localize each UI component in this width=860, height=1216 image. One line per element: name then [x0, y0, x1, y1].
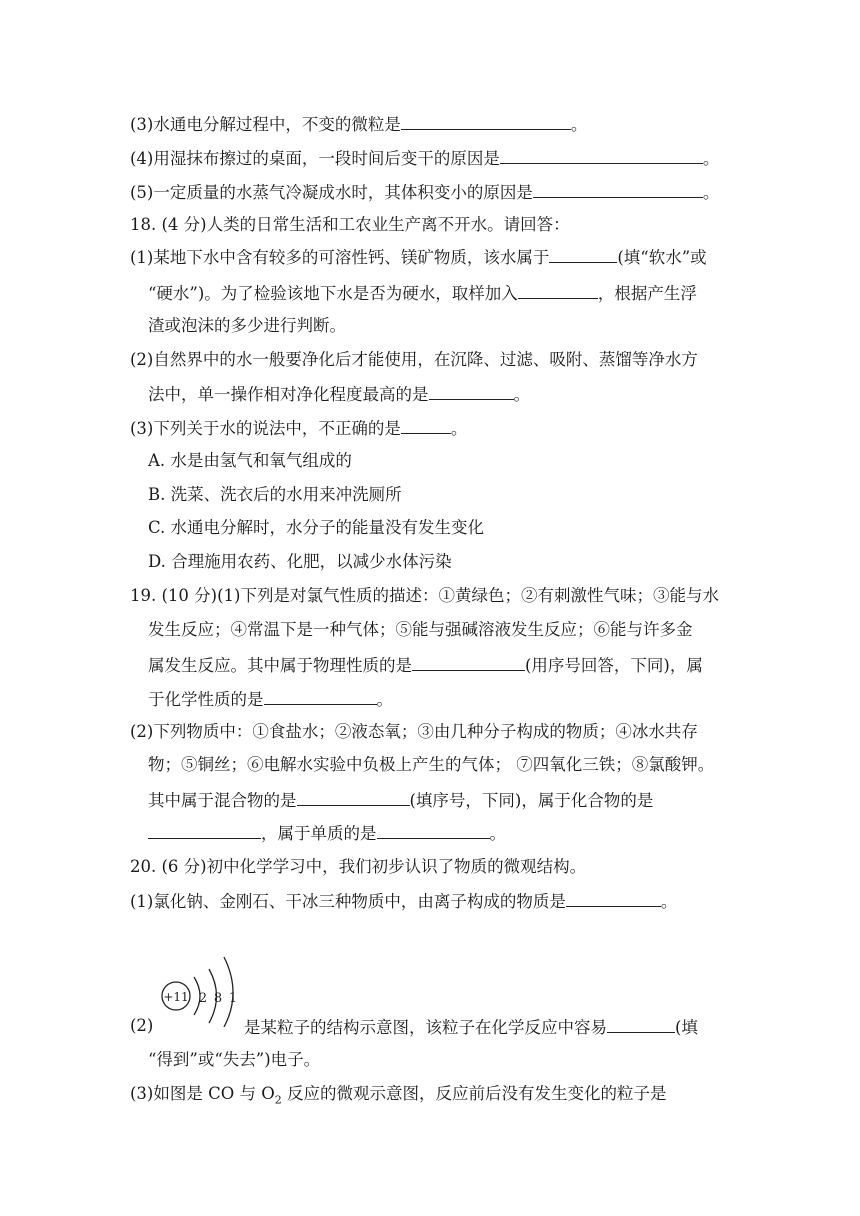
shell-electrons-1: 2 [198, 991, 208, 1006]
answer-blank[interactable] [533, 180, 703, 198]
answer-blank[interactable] [264, 687, 377, 705]
shell-electrons-2: 8 [213, 991, 223, 1006]
option-b: B. 洗菜、洗衣后的水用来冲洗厕所 [148, 485, 402, 504]
q18-header: 18. (4 分)人类的日常生活和工农业生产离不开水。请回答： [130, 215, 570, 234]
answer-blank[interactable] [412, 653, 525, 671]
answer-blank[interactable] [148, 821, 261, 839]
q18-part2-line2: 法中，单一操作相对净化程度最高的是 。 [148, 382, 530, 406]
q18-part1-line1: (1)某地下水中含有较多的可溶性钙、镁矿物质，该水属于 (填“软水”或 [130, 245, 707, 269]
q18-part1-line2: “硬水”)。为了检验该地下水是否为硬水，取样加入 ，根据产生浮 [148, 281, 697, 305]
answer-blank[interactable] [549, 245, 617, 263]
answer-blank[interactable] [377, 821, 490, 839]
q19-line6: 物；⑤铜丝；⑥电解水实验中负极上产生的气体； ⑦四氧化三铁；⑧氯酸钾。 [148, 755, 715, 774]
q18-part3: (3)下列关于水的说法中，不正确的是 。 [130, 416, 467, 440]
q20-header: 20. (6 分)初中化学学习中，我们初步认识了物质的微观结构。 [130, 857, 587, 876]
option-d: D. 合理施用农药、化肥，以减少水体污染 [148, 552, 452, 571]
q20-part3: (3)如图是 CO 与 $O_2$ 反应的微观示意图，反应前后没有发生变化的粒子是 [130, 1084, 667, 1107]
nucleus-charge: +11 [163, 990, 189, 1004]
q17-part3: (3)水通电分解过程中，不变的微粒是 。 [130, 112, 587, 136]
q20-part1: (1)氯化钠、金刚石、干冰三种物质中，由离子构成的物质是 。 [130, 889, 677, 913]
answer-blank[interactable] [518, 281, 598, 299]
q19-line3: 属发生反应。其中属于物理性质的是 (用序号回答，下同)，属 [148, 653, 703, 677]
answer-blank[interactable] [500, 146, 703, 164]
q19-line8: ，属于单质的是 。 [148, 821, 506, 845]
answer-blank[interactable] [566, 889, 661, 907]
q19-line5: (2)下列物质中：①食盐水；②液态氧；③由几种分子构成的物质；④冰水共存 [130, 722, 698, 741]
q19-line7: 其中属于混合物的是 (填序号，下同)，属于化合物的是 [148, 788, 653, 812]
q20-part2-line2: “得到”或“失去”)电子。 [148, 1050, 321, 1069]
q20-part2-label: (2) [130, 1016, 154, 1035]
q17-part5: (5)一定质量的水蒸气冷凝成水时，其体积变小的原因是 。 [130, 180, 719, 204]
answer-blank[interactable] [607, 1015, 675, 1033]
option-a: A. 水是由氢气和氧气组成的 [148, 451, 352, 470]
q17-part4: (4)用湿抹布擦过的桌面，一段时间后变干的原因是 。 [130, 146, 719, 170]
q19-line1: 19. (10 分)(1)下列是对氯气性质的描述：①黄绿色；②有刺激性气味；③能与水 [130, 586, 719, 605]
q19-line2: 发生反应；④常温下是一种气体；⑤能与强碱溶液发生反应；⑥能与许多金 [148, 620, 693, 639]
atom-structure-diagram [158, 955, 240, 1027]
q18-part1-line3: 渣或泡沫的多少进行判断。 [148, 316, 346, 335]
q20-part2-line1: 是某粒子的结构示意图，该粒子在化学反应中容易 (填 [244, 1015, 698, 1039]
q18-part2-line1: (2)自然界中的水一般要净化后才能使用，在沉降、过滤、吸附、蒸馏等净水方 [130, 350, 698, 369]
option-c: C. 水通电分解时，水分子的能量没有发生变化 [148, 518, 485, 537]
answer-blank[interactable] [401, 112, 571, 130]
shell-electrons-3: 1 [228, 991, 238, 1006]
answer-blank[interactable] [401, 416, 451, 434]
answer-blank[interactable] [429, 382, 514, 400]
q19-line4: 于化学性质的是 。 [148, 687, 393, 711]
answer-blank[interactable] [297, 788, 410, 806]
